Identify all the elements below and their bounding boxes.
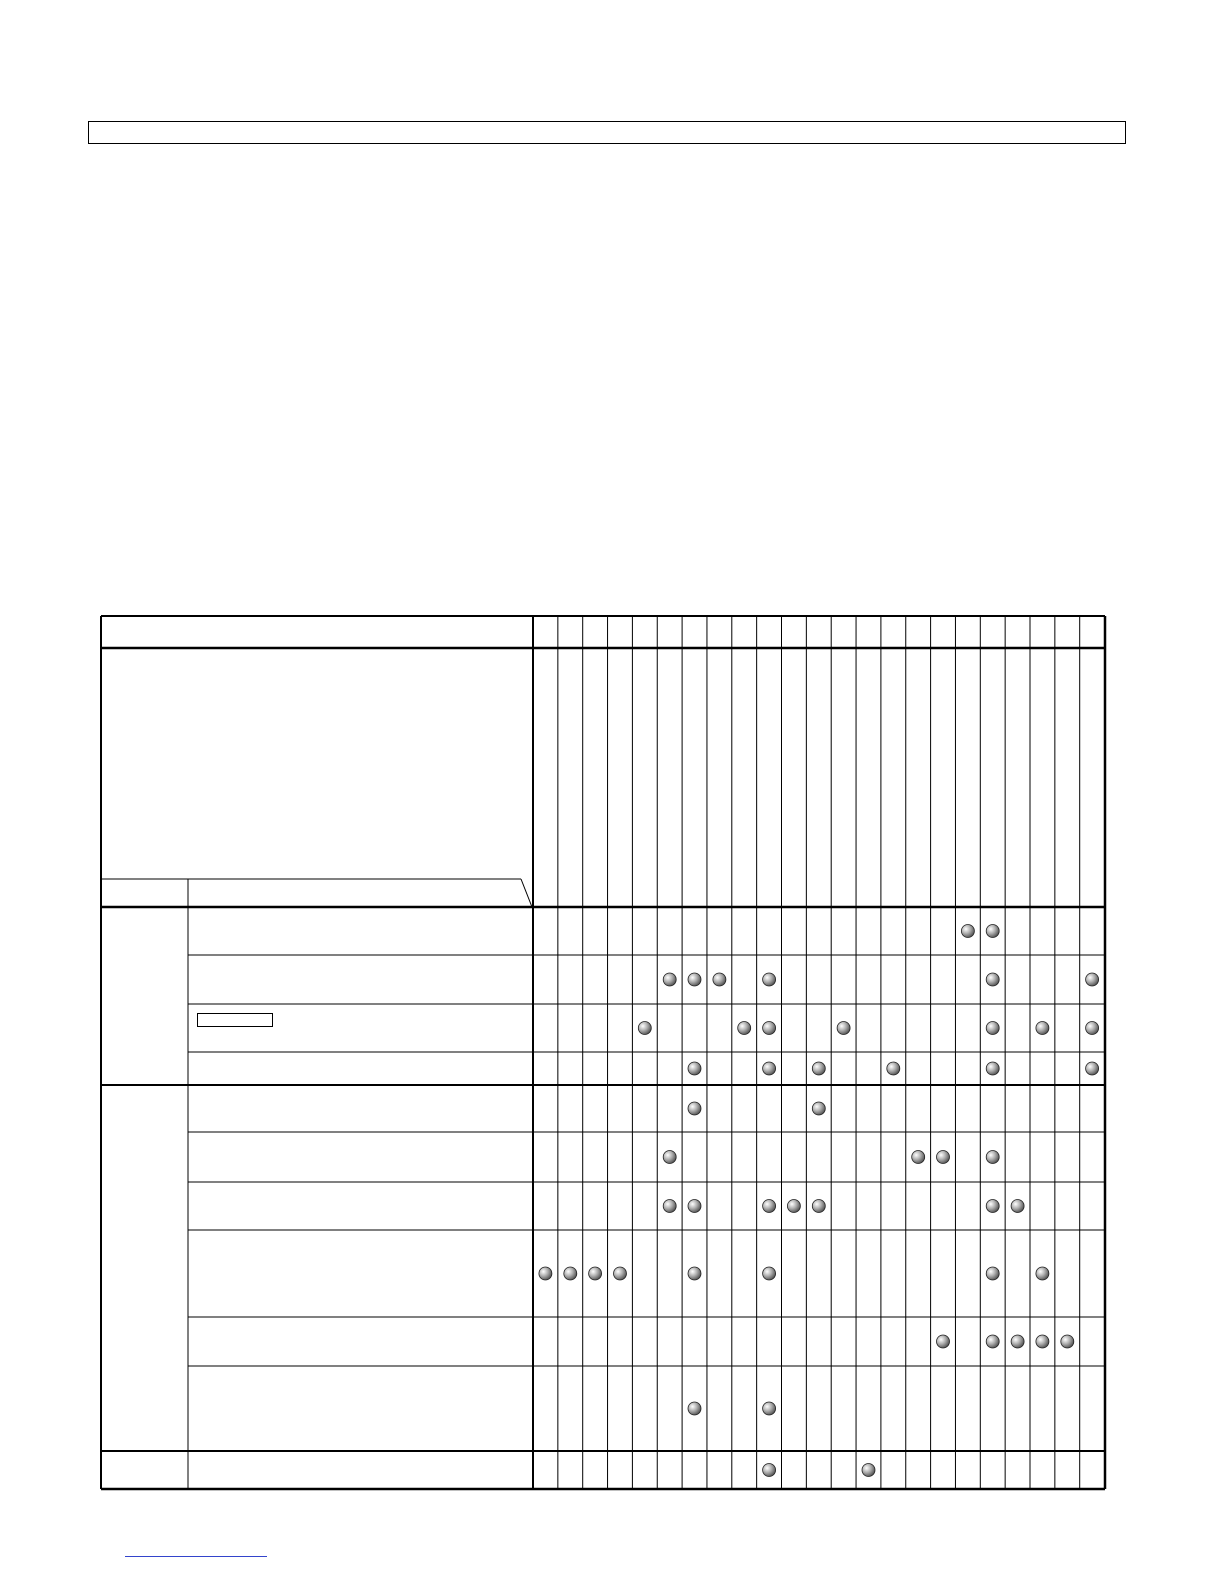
matrix-dot [763, 973, 776, 986]
matrix-dot [1036, 1267, 1049, 1280]
matrix-dot [763, 1200, 776, 1213]
matrix-dot [1061, 1335, 1074, 1348]
matrix-dot [812, 1102, 825, 1115]
matrix-dot [1036, 1022, 1049, 1035]
matrix-dot [961, 925, 974, 938]
matrix-dot [787, 1200, 800, 1213]
row-label-box [197, 1013, 273, 1027]
matrix-dot [688, 973, 701, 986]
matrix-dot [688, 1102, 701, 1115]
matrix-dot [986, 973, 999, 986]
matrix-dot [539, 1267, 552, 1280]
matrix-dot [763, 1464, 776, 1477]
matrix-dot [986, 1335, 999, 1348]
matrix-dot [986, 1200, 999, 1213]
matrix-dot [1086, 1022, 1099, 1035]
matrix-dot [812, 1200, 825, 1213]
table-grid [101, 616, 1105, 1489]
matrix-dot [862, 1464, 875, 1477]
matrix-dot [986, 1151, 999, 1164]
matrix-dot [986, 1062, 999, 1075]
matrix-dot [738, 1022, 751, 1035]
matrix-dot [564, 1267, 577, 1280]
matrix-dot [1086, 973, 1099, 986]
matrix-dot [1011, 1335, 1024, 1348]
matrix-dot [763, 1402, 776, 1415]
matrix-dot [1086, 1062, 1099, 1075]
matrix-dot [887, 1062, 900, 1075]
matrix-dot [837, 1022, 850, 1035]
matrix-dot [986, 1267, 999, 1280]
matrix-dot [1036, 1335, 1049, 1348]
matrix-dot [589, 1267, 602, 1280]
matrix-dot [688, 1062, 701, 1075]
matrix-dot [663, 1200, 676, 1213]
matrix-dot [688, 1200, 701, 1213]
matrix-dot [937, 1335, 950, 1348]
table-dots [539, 925, 1099, 1477]
matrix-dot [937, 1151, 950, 1164]
footer-link-underline[interactable] [125, 1556, 267, 1557]
matrix-dot [912, 1151, 925, 1164]
matrix-dot [763, 1022, 776, 1035]
matrix-dot [663, 973, 676, 986]
matrix-dot [1011, 1200, 1024, 1213]
matrix-dot [986, 925, 999, 938]
matrix-dot [763, 1062, 776, 1075]
matrix-dot [663, 1151, 676, 1164]
matrix-dot [638, 1022, 651, 1035]
matrix-dot [688, 1402, 701, 1415]
subheader-slant-line [521, 879, 532, 907]
matrix-dot [986, 1022, 999, 1035]
matrix-dot [812, 1062, 825, 1075]
matrix-dot [763, 1267, 776, 1280]
matrix-dot [614, 1267, 627, 1280]
matrix-dot [688, 1267, 701, 1280]
matrix-dot [713, 973, 726, 986]
